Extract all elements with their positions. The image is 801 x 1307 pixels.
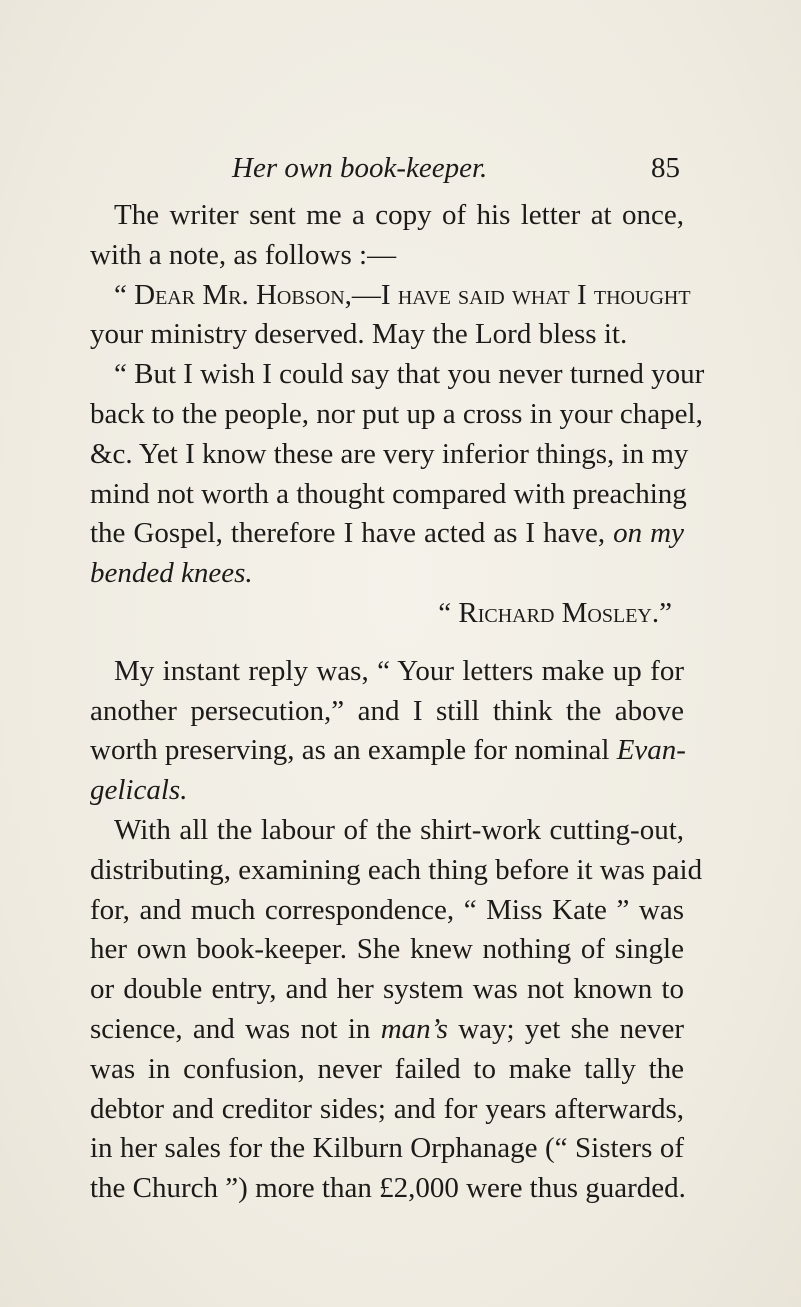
emphasis-text: on my bbox=[613, 517, 684, 550]
text-line: her own book-keeper. She knew nothing of single bbox=[90, 933, 684, 966]
text-line: &c. Yet I know these are very inferior things, in my bbox=[90, 437, 689, 470]
text-line: science, and was not in man’s way; yet she never bbox=[90, 1012, 684, 1045]
text-line: another persecution,” and I still think the above bbox=[90, 694, 684, 727]
emphasis-text: Evan- bbox=[616, 734, 686, 767]
text-line: for, and much correspondence, “ Miss Kate ” was bbox=[90, 893, 684, 926]
body-text bbox=[90, 196, 705, 1209]
text-line: worth preserving, as an example for nominal Evan- bbox=[90, 734, 686, 767]
text-line: back to the people, nor put up a cross in your chapel, bbox=[90, 397, 703, 430]
text-line bbox=[90, 554, 684, 594]
letter-salutation: “ Dear Mr. Hobson,—I have said what I thought bbox=[114, 278, 691, 311]
text-line: “ But I wish I could say that you never turned your bbox=[114, 358, 705, 391]
text-line: distributing, examining each thing before it was paid bbox=[90, 853, 703, 886]
page-header bbox=[232, 148, 680, 188]
text-line: the Church ”) more than £2,000 were thus guarded. bbox=[90, 1172, 686, 1205]
text-line: With all the labour of the shirt-work cutting-out, bbox=[114, 813, 684, 846]
text-line: mind not worth a thought compared with preaching bbox=[90, 477, 687, 510]
text-line: The writer sent me a copy of his letter at once, bbox=[114, 199, 684, 231]
text-line: debtor and creditor sides; and for years afterwards, bbox=[90, 1092, 684, 1125]
letter-signature: “ Richard Mosley.” bbox=[438, 596, 672, 629]
text-line: My instant reply was, “ Your letters make up for bbox=[114, 654, 684, 687]
emphasis-text: gelicals. bbox=[90, 774, 188, 807]
text-line: the Gospel, therefore I have acted as I have, on my bbox=[90, 517, 684, 550]
text-line: or double entry, and her system was not known to bbox=[90, 973, 684, 1006]
emphasis-text: bended knees. bbox=[90, 557, 253, 590]
text-line: in her sales for the Kilburn Orphanage (“ Sisters of bbox=[90, 1132, 684, 1165]
running-title: Her own book-keeper. bbox=[232, 152, 488, 184]
emphasis-text: man’s bbox=[380, 1012, 448, 1045]
text-line: was in confusion, never failed to make tally the bbox=[90, 1052, 684, 1085]
text-line: your ministry deserved. May the Lord bless it. bbox=[90, 318, 628, 351]
page-number: 85 bbox=[651, 152, 680, 184]
text-line: with a note, as follows :— bbox=[90, 238, 397, 271]
text-line bbox=[90, 771, 684, 811]
